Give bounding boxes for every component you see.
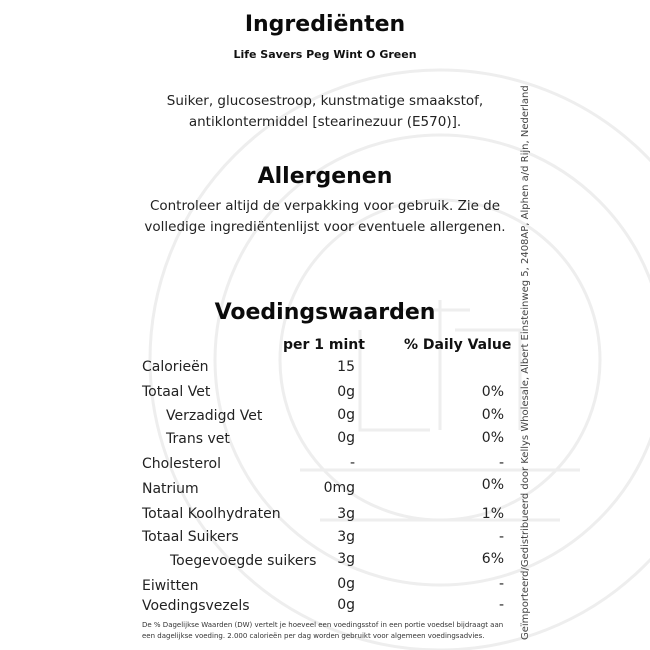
nutrient-daily-value: 0%: [481, 384, 504, 400]
footnote-line-2: een dagelijkse voeding. 2.000 calorieën per dag worden gebruikt voor algemeen voedingsadvies.: [142, 632, 485, 640]
nutrient-daily-value: 1%: [481, 506, 504, 522]
nutrient-label: Totaal Suikers: [142, 529, 239, 545]
nutrient-amount: 15: [337, 359, 355, 375]
allergens-text: [0, 196, 650, 238]
nutrient-label: Natrium: [142, 481, 199, 497]
nutrient-daily-value: -: [498, 455, 504, 471]
column-header-amount: per 1 mint: [283, 337, 365, 353]
nutrient-amount: 0g: [337, 407, 355, 423]
nutrient-amount: -: [349, 455, 355, 471]
nutrient-daily-value: 0%: [481, 430, 504, 446]
nutrient-daily-value: -: [498, 576, 504, 592]
importer-info: Geïmporteerd/Gedistribueerd door Kellys Wholesale, Albert Einsteinweg 5, 2408AP, Alphen a/d Rijn, Nederland: [520, 85, 531, 640]
ingredients-text: [0, 91, 650, 133]
ingredients-line-1: Suiker, glucosestroop, kunstmatige smaakstof,: [166, 93, 484, 109]
nutrient-label: Cholesterol: [142, 456, 222, 472]
column-header-daily-value: % Daily Value: [404, 337, 512, 353]
nutrient-label: Trans vet: [166, 431, 230, 447]
nutrient-amount: 3g: [337, 529, 355, 545]
nutrient-amount: 0g: [337, 384, 355, 400]
allergens-line-2: volledige ingrediëntenlijst voor eventuele allergenen.: [144, 219, 506, 235]
ingredients-title: Ingrediënten: [244, 12, 406, 37]
nutrient-daily-value: 0%: [481, 477, 504, 493]
footnote-line-1: De % Dagelijkse Waarden (DW) vertelt je hoeveel een voedingsstof in een portie voedsel bijdraagt aan: [142, 621, 504, 629]
daily-value-footnote: [142, 620, 503, 642]
nutrient-label: Totaal Koolhydraten: [142, 506, 281, 522]
nutrition-title: Voedingswaarden: [214, 300, 436, 325]
nutrient-daily-value: -: [498, 597, 504, 613]
allergens-line-1: Controleer altijd de verpakking voor gebruik. Zie de: [149, 198, 501, 214]
nutrient-daily-value: 6%: [481, 551, 504, 567]
nutrient-amount: 3g: [337, 551, 355, 567]
nutrient-amount: 0g: [337, 597, 355, 613]
nutrient-label: Calorieën: [142, 359, 209, 375]
nutrient-label: Toegevoegde suikers: [170, 553, 317, 569]
nutrient-amount: 0g: [337, 576, 355, 592]
nutrient-amount: 0g: [337, 430, 355, 446]
nutrient-daily-value: 0%: [481, 407, 504, 423]
nutrient-amount: 0mg: [323, 480, 355, 496]
allergens-title: Allergenen: [257, 164, 393, 189]
nutrient-amount: 3g: [337, 506, 355, 522]
nutrient-label: Verzadigd Vet: [166, 408, 263, 424]
product-name: Life Savers Peg Wint O Green: [233, 48, 417, 61]
nutrient-daily-value: -: [498, 529, 504, 545]
nutrient-label: Totaal Vet: [142, 384, 211, 400]
nutrient-label: Eiwitten: [142, 578, 199, 594]
ingredients-line-2: antiklontermiddel [stearinezuur (E570)].: [188, 114, 462, 130]
nutrient-label: Voedingsvezels: [142, 598, 250, 614]
